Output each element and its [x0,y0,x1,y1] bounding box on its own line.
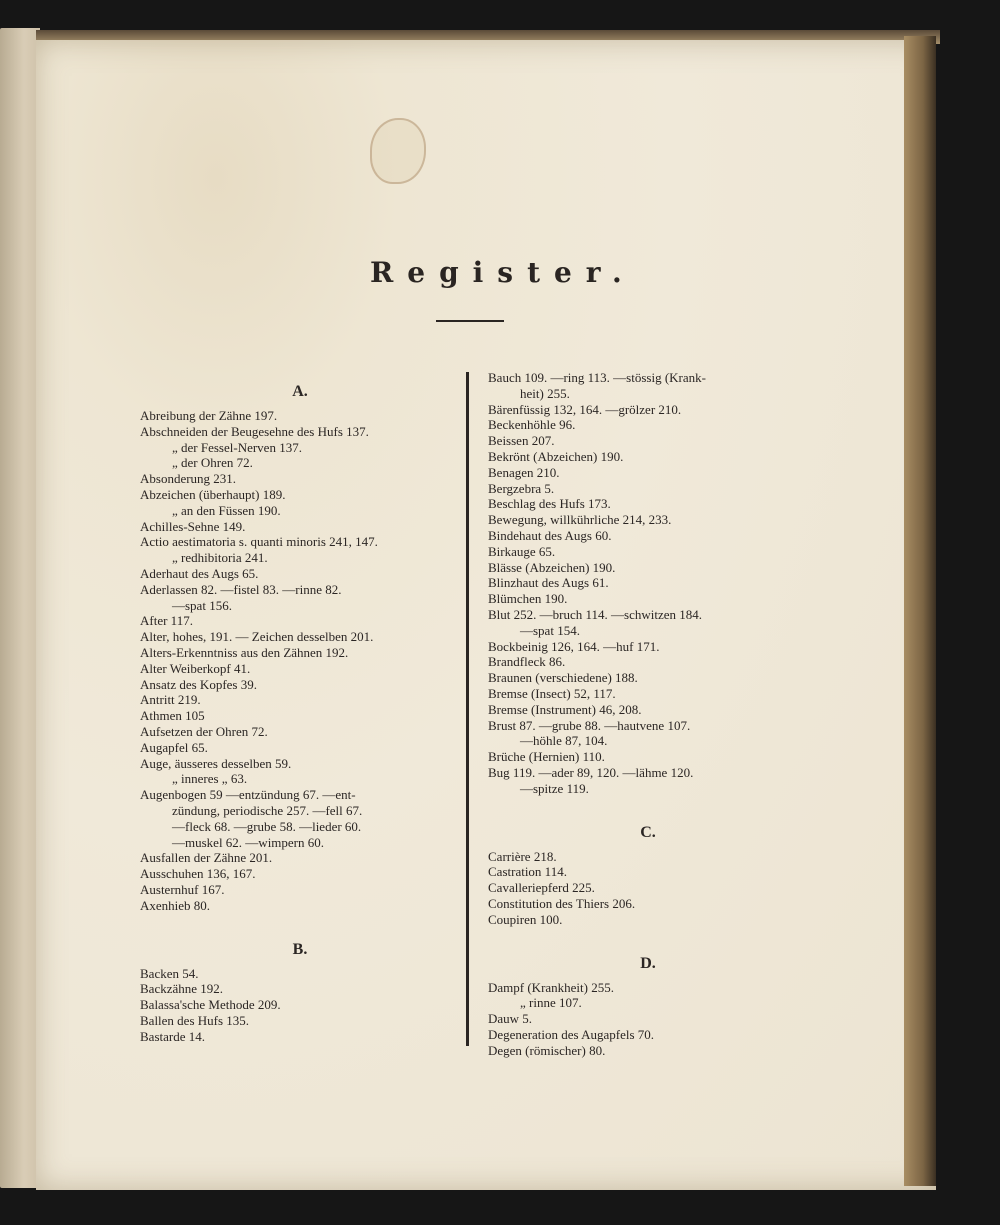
index-entry: Bindehaut des Augs 60. [488,527,612,543]
index-entry: Brandfleck 86. [488,654,566,670]
index-entry: Benagen 210. [488,464,560,480]
index-entry-continuation: „ der Fessel-Nerven 137. [172,439,302,455]
index-entry: Aufsetzen der Ohren 72. [140,723,268,739]
section-gap [488,928,808,948]
index-column-left [140,376,460,1044]
section-gap [488,797,808,817]
index-entry: Cavalleriepferd 225. [488,880,595,896]
index-entry: Blut 252. —bruch 114. —schwitzen 184. [488,606,702,622]
index-entry-continuation: —spitze 119. [520,780,589,796]
index-entry: Abreibung der Zähne 197. [140,408,278,423]
index-entry: Ausfallen der Zähne 201. [140,850,273,866]
section-heading: A. [292,383,308,400]
page-title: Register. [370,256,636,289]
index-entry: Bockbeinig 126, 164. —huf 171. [488,638,660,654]
index-entry: Ausschuhen 136, 167. [140,866,256,882]
index-entry-continuation: —fleck 68. —grube 58. —lieder 60. [172,818,362,834]
index-entry: Dauw 5. [488,1011,533,1027]
index-entry: Bremse (Instrument) 46, 208. [488,701,642,717]
index-entry: Aderhaut des Augs 65. [140,565,259,581]
index-entry: Bärenfüssig 132, 164. —grölzer 210. [488,401,682,417]
index-entry: Coupiren 100. [488,911,563,927]
index-entry: Bastarde 14. [140,1028,205,1044]
index-entry: Actio aestimatoria s. quanti minoris 241, 147. [140,534,378,550]
index-entry: Abzeichen (überhaupt) 189. [140,486,286,502]
index-entry: Backen 54. [140,965,199,981]
index-entry: Birkauge 65. [488,543,556,559]
index-entry: Bergzebra 5. [488,480,555,496]
index-entry-continuation: „ inneres „ 63. [172,771,248,787]
section-heading: D. [640,954,656,972]
index-entry-continuation: zündung, periodische 257. —fell 67. [172,802,363,818]
section-heading: B. [292,940,308,958]
index-entry: Achilles-Sehne 149. [140,518,246,534]
index-entry: Abschneiden der Beugesehne des Hufs 137. [140,423,369,439]
index-entry: Degen (römischer) 80. [488,1042,606,1058]
index-entry: Bekrönt (Abzeichen) 190. [488,448,624,464]
index-entry-continuation: „ der Ohren 72. [172,455,253,471]
page-right-edge [904,36,936,1186]
index-entry-continuation: „ an den Füssen 190. [172,502,281,518]
index-entry: Antritt 219. [140,692,201,708]
index-entry: Aderlassen 82. —fistel 83. —rinne 82. [140,581,342,597]
index-entry-continuation: „ rinne 107. [520,995,582,1011]
index-entry: Axenhieb 80. [140,897,211,913]
section-gap [140,914,460,934]
paper-stain [370,118,426,184]
index-entry: Augapfel 65. [140,739,208,755]
index-entry: Beschlag des Hufs 173. [488,496,611,512]
index-entry: Carrière 218. [488,848,557,864]
index-entry: Balassa'sche Methode 209. [140,997,281,1013]
index-entry: Beissen 207. [488,433,555,449]
section-heading: C. [640,823,656,841]
index-entry: Backzähne 192. [140,981,224,997]
index-entry-continuation: —spat 156. [172,597,232,613]
index-entry: Bug 119. —ader 89, 120. —lähme 120. [488,764,694,780]
index-entry: After 117. [140,613,193,629]
column-divider [466,372,469,1046]
index-entry: Bewegung, willkührliche 214, 233. [488,512,672,528]
title-rule [436,320,504,322]
index-entry: Austernhuf 167. [140,881,225,897]
index-entry: Constitution des Thiers 206. [488,895,636,911]
index-entry: Auge, äusseres desselben 59. [140,755,292,771]
index-entry: Absonderung 231. [140,471,237,487]
index-entry-continuation: „ redhibitoria 241. [172,550,268,566]
index-entry: Athmen 105 [140,708,205,724]
index-entry: Blässe (Abzeichen) 190. [488,559,616,575]
index-entry: Bauch 109. —ring 113. —stössig (Krank- [488,370,706,385]
index-entry: Dampf (Krankheit) 255. [488,979,614,995]
index-entry: Braunen (verschiedene) 188. [488,670,638,686]
index-entry: Augenbogen 59 —entzündung 67. —ent- [140,787,356,803]
facing-page-edge [0,28,40,1188]
index-entry-continuation: —höhle 87, 104. [520,733,608,749]
index-entry: Brust 87. —grube 88. —hautvene 107. [488,717,691,733]
index-entry-continuation: —muskel 62. —wimpern 60. [172,834,325,850]
index-entry-continuation: —spat 154. [520,622,580,638]
index-entry: Degeneration des Augapfels 70. [488,1026,655,1042]
index-entry: Alter Weiberkopf 41. [140,660,251,676]
index-entry: Ballen des Hufs 135. [140,1012,250,1028]
index-entry: Castration 114. [488,864,567,880]
index-entry: Beckenhöhle 96. [488,417,576,433]
index-entry: Bremse (Insect) 52, 117. [488,685,616,701]
index-entry: Brüche (Hernien) 110. [488,749,605,765]
index-entry: Blinzhaut des Augs 61. [488,575,609,591]
index-entry-continuation: heit) 255. [520,385,570,401]
index-column-right [488,370,808,1058]
index-entry: Blümchen 190. [488,591,568,607]
index-entry: Ansatz des Kopfes 39. [140,676,257,692]
index-entry: Alter, hohes, 191. — Zeichen desselben 201. [140,629,374,645]
index-entry: Alters-Erkenntniss aus den Zähnen 192. [140,644,349,660]
